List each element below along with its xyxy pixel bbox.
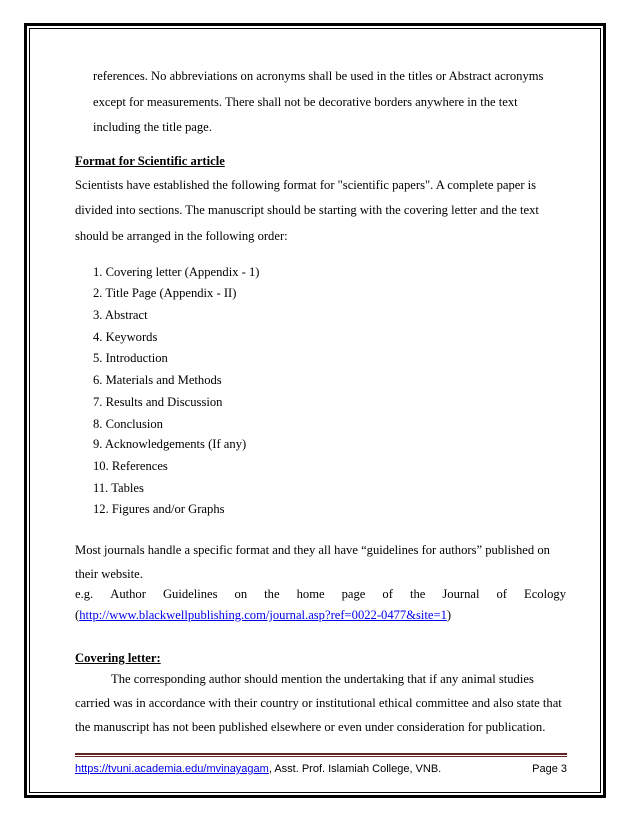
journal-link[interactable]: http://www.blackwellpublishing.com/journal.asp?ref=0022-0477&site=1 [79, 608, 447, 622]
covering-line-2: carried was in accordance with their country or institutional ethical committee and also state that [75, 696, 562, 710]
intro-line-1: references. No abbreviations on acronyms shall be used in the titles or Abstract acronyms [93, 69, 544, 83]
example-line [75, 588, 566, 601]
example-word: Ecology [524, 587, 566, 601]
footer-left [75, 763, 441, 775]
format-line-1: Scientists have established the following format for "scientific papers". A complete paper is [75, 178, 537, 192]
intro-line-2: except for measurements. There shall not be decorative borders anywhere in the text [93, 95, 518, 109]
list-item: 4. Keywords [93, 330, 158, 344]
list-item: 11. Tables [93, 481, 144, 495]
footer-rule [75, 753, 567, 755]
list-item: 10. References [93, 459, 168, 473]
list-item: 1. Covering letter (Appendix - 1) [93, 265, 260, 279]
footer-url[interactable]: https://tvuni.academia.edu/mvinayagam [75, 763, 269, 775]
list-item: 12. Figures and/or Graphs [93, 502, 225, 516]
page-footer [75, 763, 567, 775]
list-item: 2. Title Page (Appendix - II) [93, 286, 237, 300]
paren-open: ( [75, 608, 80, 622]
page-number: Page 3 [532, 763, 567, 775]
list-item: 8. Conclusion [93, 417, 163, 431]
format-heading: Format for Scientific article [75, 154, 225, 168]
example-word: Author [110, 587, 146, 601]
example-word: of [382, 587, 393, 601]
list-item: 3. Abstract [93, 308, 148, 322]
covering-line-1: The corresponding author should mention the undertaking that if any animal studies [111, 672, 534, 686]
paren-close: ) [446, 608, 452, 622]
example-word: Journal [442, 587, 480, 601]
list-item: 6. Materials and Methods [93, 373, 222, 387]
list-item: 5. Introduction [93, 351, 168, 365]
list-item: 9. Acknowledgements (If any) [93, 437, 247, 451]
covering-line-3: the manuscript has not been published elsewhere or even under consideration for publication. [75, 720, 546, 734]
format-line-2: divided into sections. The manuscript should be starting with the covering letter and the text [75, 203, 539, 217]
journal-link-line [75, 609, 451, 622]
intro-line-3: including the title page. [93, 120, 212, 134]
list-item: 7. Results and Discussion [93, 395, 223, 409]
example-word: page [341, 587, 366, 601]
footer-credit: , Asst. Prof. Islamiah College, VNB. [268, 763, 442, 775]
example-word: the [409, 587, 426, 601]
example-word: of [496, 587, 507, 601]
example-word: the [264, 587, 280, 601]
footer-rule-thin [75, 756, 567, 757]
example-word: e.g. [75, 587, 94, 601]
example-word: Guidelines [162, 587, 218, 601]
example-word: on [234, 587, 248, 601]
example-word: home [296, 587, 325, 601]
format-line-3: should be arranged in the following order: [75, 229, 288, 243]
journals-line-2: their website. [75, 567, 143, 581]
journals-line-1: Most journals handle a specific format and they all have “guidelines for authors” published on [75, 543, 550, 557]
covering-heading: Covering letter: [75, 651, 161, 665]
